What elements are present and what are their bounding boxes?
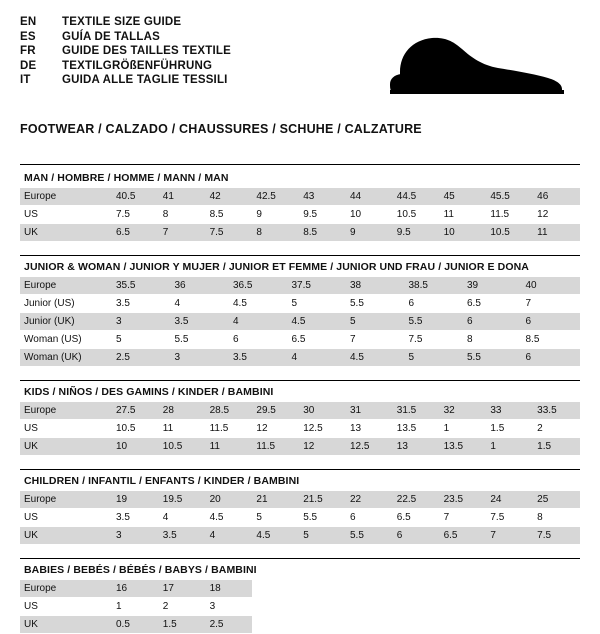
cell: 12.5 [346, 438, 393, 456]
table-row [20, 438, 580, 456]
cell: 4 [206, 527, 253, 545]
cell: 10.5 [393, 206, 440, 224]
group-title: CHILDREN / INFANTIL / ENFANTS / KINDER / BAMBINI [24, 475, 300, 487]
cell: 24 [486, 491, 533, 509]
cell: 10 [346, 206, 393, 224]
cell: 36.5 [229, 277, 288, 295]
cell: 8 [252, 224, 299, 242]
cell: 11.5 [486, 206, 533, 224]
cell: 12.5 [299, 420, 346, 438]
cell: 32 [440, 402, 487, 420]
cell: 6 [229, 331, 288, 349]
cell: 6 [393, 527, 440, 545]
size-table [20, 277, 580, 367]
cell: 3 [206, 598, 253, 616]
cell: 42.5 [252, 188, 299, 206]
cell: 29.5 [252, 402, 299, 420]
cell: 22 [346, 491, 393, 509]
cell: 1.5 [486, 420, 533, 438]
cell: 22.5 [393, 491, 440, 509]
cell: 2 [159, 598, 206, 616]
language-title: GUIDA ALLE TAGLIE TESSILI [62, 74, 228, 86]
cell: 11 [533, 224, 580, 242]
cell: 11 [440, 206, 487, 224]
language-title: TEXTILGRÖßENFÜHRUNG [62, 59, 213, 72]
size-table [20, 402, 580, 456]
cell: 8 [463, 331, 522, 349]
cell: 6 [346, 509, 393, 527]
cell: 31 [346, 402, 393, 420]
row-label: UK [20, 438, 112, 456]
cell: 13 [346, 420, 393, 438]
table-row [20, 206, 580, 224]
cell: 12 [299, 438, 346, 456]
cell: 9 [252, 206, 299, 224]
cell: 5.5 [346, 527, 393, 545]
group-title: MAN / HOMBRE / HOMME / MANN / MAN [24, 172, 229, 184]
cell: 1 [486, 438, 533, 456]
cell: 5.5 [299, 509, 346, 527]
cell: 17 [159, 580, 206, 598]
divider [20, 558, 580, 559]
cell: 33 [486, 402, 533, 420]
size-table [20, 580, 580, 634]
cell: 5.5 [346, 295, 405, 313]
table-row [20, 509, 580, 527]
cell: 25 [533, 491, 580, 509]
cell: 13 [393, 438, 440, 456]
cell: 3.5 [112, 295, 171, 313]
cell: 6 [405, 295, 464, 313]
size-table [20, 491, 580, 545]
group-title: KIDS / NIÑOS / DES GAMINS / KINDER / BAMBINI [24, 386, 274, 398]
language-row [20, 60, 231, 75]
cell: 9.5 [393, 224, 440, 242]
language-title: GUIDE DES TAILLES TEXTILE [62, 45, 231, 57]
size-group-children [20, 469, 580, 545]
row-label: US [20, 598, 112, 616]
cell: 8.5 [206, 206, 253, 224]
cell: 10 [112, 438, 159, 456]
cell: 7.5 [533, 527, 580, 545]
cell: 4 [229, 313, 288, 331]
size-group-junior-woman [20, 255, 580, 367]
category-title: FOOTWEAR / CALZADO / CHAUSSURES / SCHUHE / CALZATURE [20, 122, 422, 136]
cell: 2.5 [206, 616, 253, 634]
cell: 5.5 [171, 331, 230, 349]
cell: 21.5 [299, 491, 346, 509]
table-row [20, 616, 580, 634]
cell: 28 [159, 402, 206, 420]
cell: 12 [533, 206, 580, 224]
group-title: BABIES / BEBÉS / BÉBÉS / BABYS / BAMBINI [24, 564, 257, 576]
cell: 38 [346, 277, 405, 295]
cell: 30 [299, 402, 346, 420]
cell: 40.5 [112, 188, 159, 206]
cell: 40 [522, 277, 581, 295]
cell: 11 [159, 420, 206, 438]
cell: 44.5 [393, 188, 440, 206]
cell: 4.5 [229, 295, 288, 313]
cell: 10.5 [486, 224, 533, 242]
row-label: UK [20, 224, 112, 242]
cell: 1 [440, 420, 487, 438]
cell: 1.5 [159, 616, 206, 634]
cell: 7 [159, 224, 206, 242]
cell: 7.5 [206, 224, 253, 242]
cell: 0.5 [112, 616, 159, 634]
cell: 27.5 [112, 402, 159, 420]
cell: 9.5 [299, 206, 346, 224]
cell: 11.5 [206, 420, 253, 438]
size-group-babies [20, 558, 580, 634]
cell: 8.5 [299, 224, 346, 242]
size-group-man [20, 164, 580, 242]
cell: 5 [252, 509, 299, 527]
cell: 13.5 [393, 420, 440, 438]
cell: 11 [206, 438, 253, 456]
table-row [20, 402, 580, 420]
cell: 6 [522, 313, 581, 331]
cell: 7.5 [112, 206, 159, 224]
cell: 7 [346, 331, 405, 349]
row-label: US [20, 509, 112, 527]
cell: 4 [159, 509, 206, 527]
cell: 7.5 [486, 509, 533, 527]
language-row [20, 16, 231, 31]
language-code: ES [20, 30, 36, 43]
cell: 28.5 [206, 402, 253, 420]
cell-empty [252, 598, 580, 616]
size-group-kids [20, 380, 580, 456]
cell: 5 [346, 313, 405, 331]
row-label: Europe [20, 277, 112, 295]
cell: 5 [288, 295, 347, 313]
language-row [20, 31, 231, 46]
table-row [20, 331, 580, 349]
row-label: US [20, 206, 112, 224]
size-groups [20, 164, 580, 634]
dress-shoe-icon [382, 32, 572, 98]
cell: 6.5 [288, 331, 347, 349]
language-code: IT [20, 74, 31, 86]
cell: 8 [533, 509, 580, 527]
cell: 7 [486, 527, 533, 545]
language-code: DE [20, 59, 37, 72]
cell: 4.5 [346, 349, 405, 367]
cell: 3 [171, 349, 230, 367]
cell: 36 [171, 277, 230, 295]
cell: 23.5 [440, 491, 487, 509]
cell: 5 [112, 331, 171, 349]
document-header [20, 16, 580, 108]
cell: 37.5 [288, 277, 347, 295]
cell: 6.5 [463, 295, 522, 313]
table-row [20, 420, 580, 438]
table-row [20, 580, 580, 598]
cell: 19 [112, 491, 159, 509]
row-label: Europe [20, 580, 112, 598]
table-row [20, 349, 580, 367]
cell: 4.5 [206, 509, 253, 527]
cell: 19.5 [159, 491, 206, 509]
divider [20, 164, 580, 165]
cell: 21 [252, 491, 299, 509]
cell: 5.5 [405, 313, 464, 331]
cell: 7.5 [405, 331, 464, 349]
divider [20, 255, 580, 256]
cell: 6 [522, 349, 581, 367]
cell: 18 [206, 580, 253, 598]
cell: 10.5 [159, 438, 206, 456]
row-label: UK [20, 527, 112, 545]
cell: 6 [463, 313, 522, 331]
table-row [20, 295, 580, 313]
group-title: JUNIOR & WOMAN / JUNIOR Y MUJER / JUNIOR ET FEMME / JUNIOR UND FRAU / JUNIOR E DONA [24, 261, 529, 273]
cell: 4.5 [252, 527, 299, 545]
row-label: US [20, 420, 112, 438]
cell: 1.5 [533, 438, 580, 456]
cell: 45 [440, 188, 487, 206]
language-row [20, 45, 231, 60]
cell: 41 [159, 188, 206, 206]
cell: 3.5 [171, 313, 230, 331]
row-label: Europe [20, 491, 112, 509]
cell: 45.5 [486, 188, 533, 206]
cell: 16 [112, 580, 159, 598]
size-table [20, 188, 580, 242]
table-row [20, 224, 580, 242]
language-row [20, 74, 231, 89]
cell-empty [252, 616, 580, 634]
cell: 2.5 [112, 349, 171, 367]
cell: 3 [112, 313, 171, 331]
cell: 8.5 [522, 331, 581, 349]
row-label: Woman (US) [20, 331, 112, 349]
cell: 38.5 [405, 277, 464, 295]
cell: 1 [112, 598, 159, 616]
cell: 4.5 [288, 313, 347, 331]
cell: 11.5 [252, 438, 299, 456]
table-row [20, 277, 580, 295]
cell: 46 [533, 188, 580, 206]
cell: 10 [440, 224, 487, 242]
cell: 13.5 [440, 438, 487, 456]
table-row [20, 491, 580, 509]
cell: 9 [346, 224, 393, 242]
cell: 31.5 [393, 402, 440, 420]
table-row [20, 527, 580, 545]
language-title: TEXTILE SIZE GUIDE [62, 16, 182, 28]
cell: 6.5 [440, 527, 487, 545]
cell: 12 [252, 420, 299, 438]
table-row [20, 188, 580, 206]
language-title-list [20, 16, 231, 89]
row-label: UK [20, 616, 112, 634]
cell: 4 [171, 295, 230, 313]
row-label: Europe [20, 402, 112, 420]
cell: 44 [346, 188, 393, 206]
cell: 39 [463, 277, 522, 295]
cell: 5.5 [463, 349, 522, 367]
cell: 20 [206, 491, 253, 509]
cell: 2 [533, 420, 580, 438]
cell: 4 [288, 349, 347, 367]
cell: 3.5 [229, 349, 288, 367]
cell: 5 [405, 349, 464, 367]
table-row [20, 598, 580, 616]
language-title: GUÍA DE TALLAS [62, 30, 160, 43]
cell: 3.5 [112, 509, 159, 527]
language-code: EN [20, 16, 37, 28]
table-row [20, 313, 580, 331]
divider [20, 380, 580, 381]
row-label: Junior (UK) [20, 313, 112, 331]
cell-empty [252, 580, 580, 598]
language-code: FR [20, 45, 36, 57]
cell: 43 [299, 188, 346, 206]
cell: 42 [206, 188, 253, 206]
cell: 3 [112, 527, 159, 545]
cell: 33.5 [533, 402, 580, 420]
cell: 7 [440, 509, 487, 527]
cell: 5 [299, 527, 346, 545]
cell: 6.5 [393, 509, 440, 527]
cell: 6.5 [112, 224, 159, 242]
cell: 7 [522, 295, 581, 313]
divider [20, 469, 580, 470]
cell: 35.5 [112, 277, 171, 295]
row-label: Europe [20, 188, 112, 206]
cell: 8 [159, 206, 206, 224]
row-label: Junior (US) [20, 295, 112, 313]
cell: 10.5 [112, 420, 159, 438]
row-label: Woman (UK) [20, 349, 112, 367]
cell: 3.5 [159, 527, 206, 545]
